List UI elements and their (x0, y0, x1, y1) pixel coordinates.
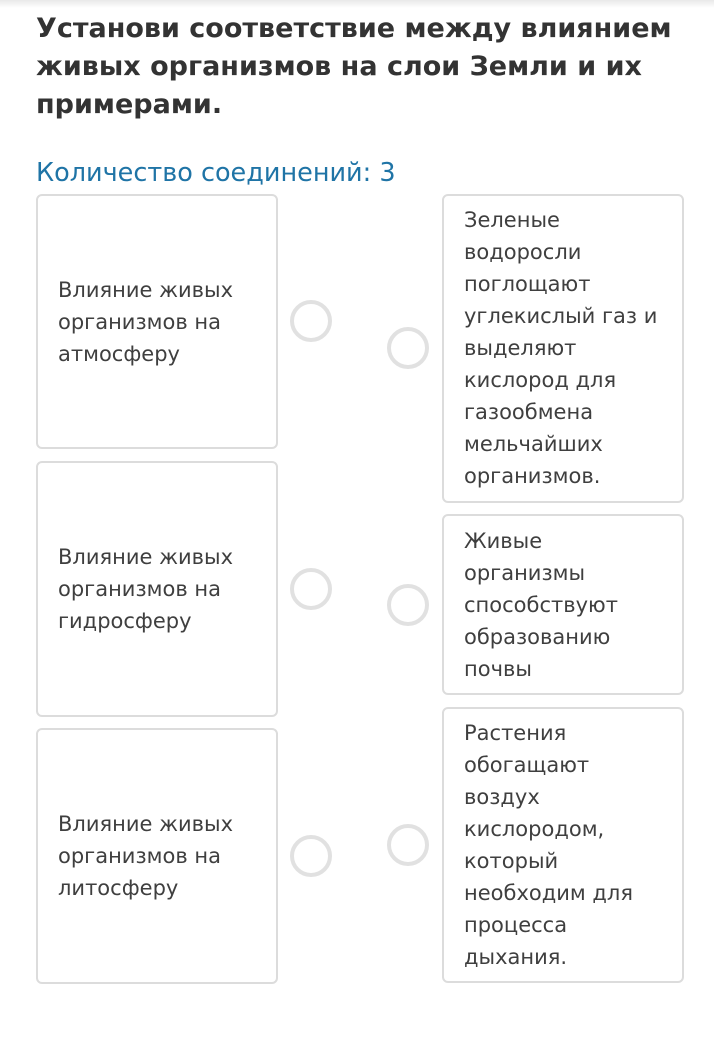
right-item-label: Растения обогащают воздух кислородом, который необходим для процесса дыхания. (464, 721, 633, 969)
left-item-label: Влияние живых организмов на гидросферу (58, 545, 234, 633)
left-item-label: Влияние живых организмов на атмосферу (58, 277, 234, 366)
right-item-soil[interactable] (442, 514, 684, 695)
right-connector-dot-3[interactable] (387, 824, 429, 866)
left-connector-dot-1[interactable] (290, 300, 332, 342)
right-item-label: Живые организмы способствуют образованию почвы (464, 528, 618, 681)
right-connector-dot-1[interactable] (387, 327, 429, 369)
right-item-plants[interactable] (442, 707, 684, 983)
left-connector-dot-2[interactable] (290, 568, 332, 610)
left-item-atmosphere[interactable] (36, 194, 278, 449)
left-item-label: Влияние живых организмов на литосферу (58, 812, 234, 900)
right-item-label: Зеленые водоросли поглощают углекислый газ и выделяют кислород для газообмена мельчайших организмов. (464, 208, 658, 488)
connections-count: Количество соединений: 3 (36, 158, 396, 188)
left-item-hydrosphere[interactable] (36, 461, 278, 717)
left-item-lithosphere[interactable] (36, 728, 278, 984)
question-title: Установи соответствие между влиянием живых организмов на слои Земли и их примерами. (36, 13, 672, 120)
top-shadow (0, 0, 714, 8)
right-connector-dot-2[interactable] (387, 584, 429, 626)
left-connector-dot-3[interactable] (290, 835, 332, 877)
right-item-algae[interactable] (442, 194, 684, 503)
